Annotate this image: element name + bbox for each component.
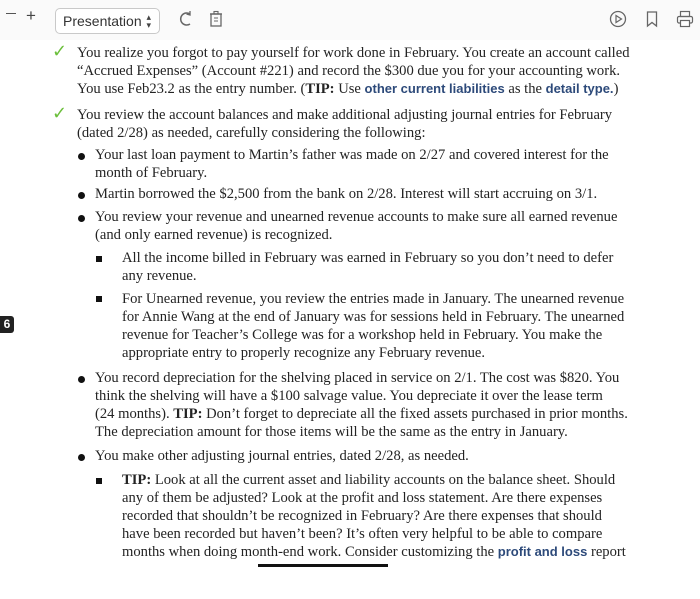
s3-line3: recorded that shouldn’t be recognized in February? Are there expenses that should (122, 508, 602, 524)
b3-line2: (and only earned revenue) is recognized. (95, 227, 333, 243)
scroll-indicator-bar (258, 564, 388, 567)
trash-icon[interactable] (209, 10, 223, 28)
document-body (0, 40, 700, 599)
b4-line4: The depreciation amount for those items will be the same as the entry in January. (95, 424, 568, 440)
minus-icon[interactable] (6, 13, 16, 14)
s1-line1: All the income billed in February was earned in February so you don’t need to defer (122, 250, 614, 266)
s2-line2: for Annie Wang at the end of January was for sessions held in February. The unearned (122, 309, 625, 325)
square-bullet-icon (96, 296, 102, 302)
page-number-badge: 6 (0, 316, 14, 333)
bullet-icon (78, 153, 85, 160)
b4-line1: You record depreciation for the shelving placed in service on 2/1. The cost was $820. You (95, 370, 620, 386)
s2-line1: For Unearned revenue, you review the entries made in January. The unearned revenue (122, 291, 625, 307)
b5-line1: You make other adjusting journal entries, dated 2/28, as needed. (95, 448, 469, 464)
bookmark-icon[interactable] (646, 10, 658, 28)
bullet-icon (78, 376, 85, 383)
play-icon[interactable] (609, 10, 627, 28)
bullet-icon (78, 192, 85, 199)
checkmark-icon: ✓ (52, 41, 68, 62)
toolbar (0, 0, 700, 40)
s1-line2: any revenue. (122, 268, 197, 284)
s2-line3: revenue for Teacher’s College was for a workshop held in February. You make the (122, 327, 603, 343)
plus-icon[interactable]: + (26, 6, 36, 25)
page-fade-bottom (0, 568, 700, 599)
checkmark-icon: ✓ (52, 103, 68, 124)
b3-line1: You review your revenue and unearned revenue accounts to make sure all earned revenue (95, 209, 618, 225)
item2-line1: You review the account balances and make additional adjusting journal entries for February (77, 107, 613, 123)
item1-line2: “Accrued Expenses” (Account #221) and record the $300 due you for your accounting work. (77, 63, 621, 79)
item2-line2: (dated 2/28) as needed, carefully considering the following: (77, 125, 426, 141)
s2-line4: appropriate entry to properly recognize any February revenue. (122, 345, 486, 361)
refresh-icon[interactable] (178, 10, 194, 28)
presentation-label: Presentation (63, 13, 142, 29)
b1-line1: Your last loan payment to Martin’s father was made on 2/27 and covered interest for the (95, 147, 609, 163)
s3-line2: any of them be adjusted? Look at the profit and loss statement. Are there expenses (122, 490, 603, 506)
s3-line1: TIP: Look at all the current asset and liability accounts on the balance sheet. Should (122, 472, 616, 488)
s3-line5: months when doing month-end work. Consider customizing the profit and loss report (122, 544, 626, 560)
item1-line1: You realize you forgot to pay yourself for work done in February. You create an account called (77, 45, 630, 61)
b4-line3: (24 months). TIP: Don’t forget to depreciate all the fixed assets purchased in prior months. (95, 406, 628, 422)
print-icon[interactable] (676, 10, 694, 28)
b4-line2: think the shelving will have a $100 salvage value. You depreciate it over the lease term (95, 388, 603, 404)
presentation-select[interactable] (55, 8, 160, 34)
b2-line1: Martin borrowed the $2,500 from the bank on 2/28. Interest will start accruing on 3/1. (95, 186, 598, 202)
b1-line2: month of February. (95, 165, 208, 181)
s3-line4: have been recorded but haven’t been? It’s often very helpful to be able to compare (122, 526, 603, 542)
square-bullet-icon (96, 256, 102, 262)
item1-line3: You use Feb23.2 as the entry number. (TIP: Use other current liabilities as the detail type.) (77, 81, 619, 97)
bullet-icon (78, 454, 85, 461)
square-bullet-icon (96, 478, 102, 484)
bullet-icon (78, 215, 85, 222)
select-arrows-icon: ▴ ▾ (146, 12, 151, 30)
